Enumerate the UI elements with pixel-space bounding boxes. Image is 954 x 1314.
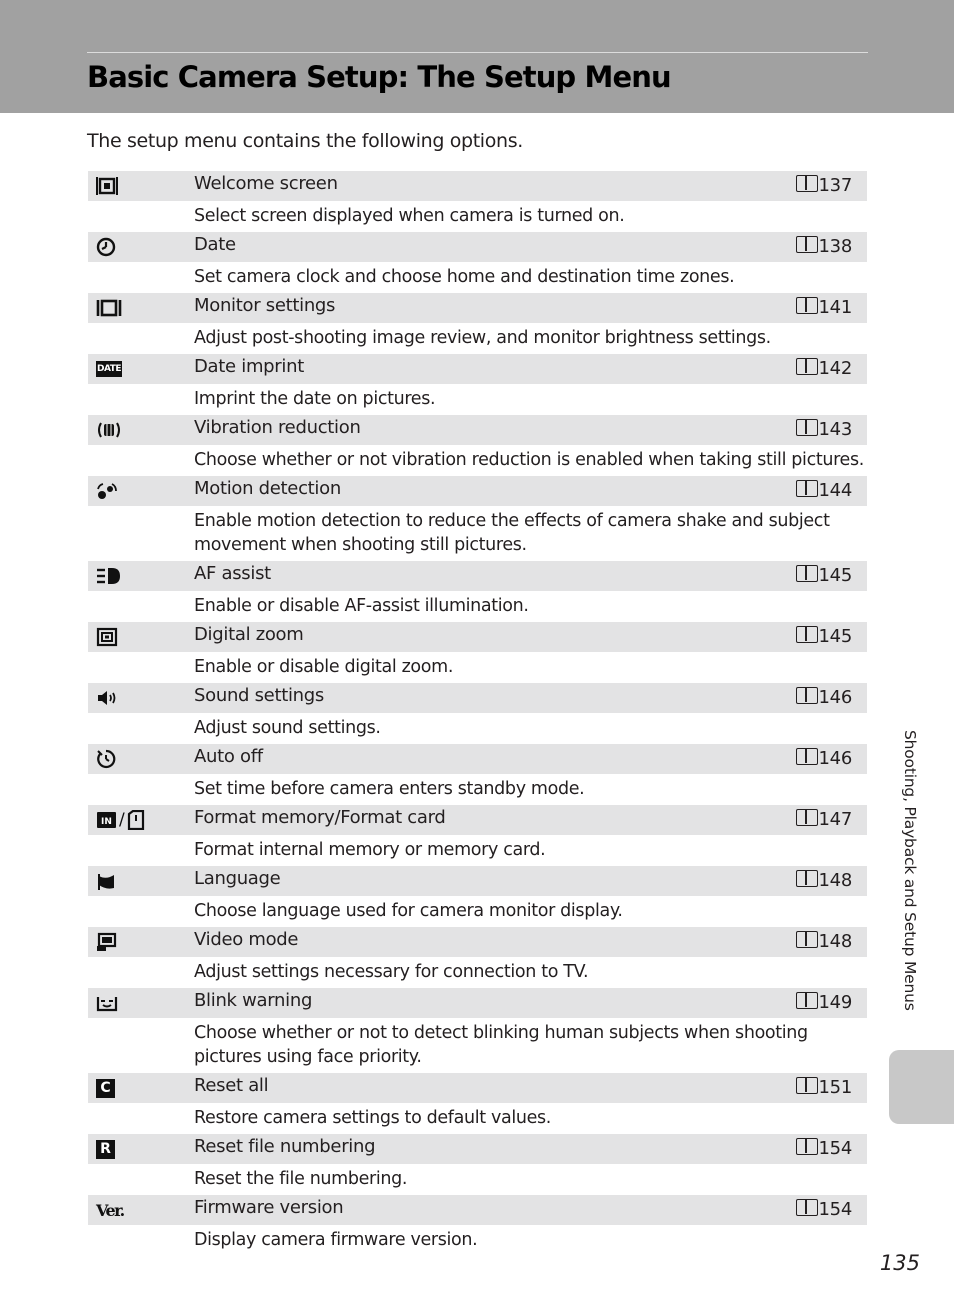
- menu-option: [88, 354, 867, 415]
- reset-file-numbering-icon: [96, 1138, 115, 1160]
- date-imprint-glyph: DATE: [96, 361, 122, 377]
- language-icon: [96, 870, 118, 892]
- option-name: Auto off: [194, 746, 263, 767]
- welcome-screen-icon: [96, 175, 118, 197]
- page-reference: [796, 747, 852, 771]
- memory-card-icon: [126, 810, 146, 830]
- option-description: Select screen displayed when camera is turned on.: [194, 206, 625, 226]
- menu-option: [88, 293, 867, 354]
- page-reference-number: 154: [818, 1199, 852, 1220]
- book-icon: [796, 870, 818, 887]
- menu-option: [88, 927, 867, 988]
- page-reference-number: 149: [818, 992, 852, 1013]
- clock-icon: [96, 236, 118, 258]
- menu-option: [88, 415, 867, 476]
- page-reference: [796, 418, 852, 442]
- page-reference: [796, 1137, 852, 1161]
- option-description: Set camera clock and choose home and destination time zones.: [194, 267, 735, 287]
- page-reference: [796, 869, 852, 893]
- page-reference: [796, 1076, 852, 1100]
- book-icon: [796, 992, 818, 1009]
- setup-menu-table: [88, 171, 867, 1256]
- page-reference: [796, 564, 852, 588]
- firmware-version-glyph: Ver.: [96, 1200, 124, 1220]
- firmware-version-icon: [96, 1199, 124, 1221]
- option-description: Set time before camera enters standby mode.: [194, 779, 585, 799]
- option-header: [88, 1195, 867, 1225]
- menu-option: [88, 171, 867, 232]
- page-number: 135: [879, 1251, 920, 1275]
- option-header: [88, 683, 867, 713]
- option-description: Enable or disable AF-assist illumination.: [194, 596, 529, 616]
- page-reference-number: 148: [818, 870, 852, 891]
- option-description: Enable motion detection to reduce the effects of camera shake and subject movement when shooting still pictures.: [194, 511, 830, 555]
- page-reference-number: 151: [818, 1077, 852, 1098]
- option-description: Choose whether or not vibration reduction is enabled when taking still pictures.: [194, 450, 864, 470]
- book-icon: [796, 175, 818, 192]
- option-name: AF assist: [194, 563, 271, 584]
- reset-all-icon: [96, 1077, 115, 1099]
- page-reference-number: 148: [818, 931, 852, 952]
- menu-option: [88, 1134, 867, 1195]
- book-icon: [796, 687, 818, 704]
- monitor-icon: [96, 297, 122, 319]
- page-reference-number: 143: [818, 419, 852, 440]
- page-reference-number: 154: [818, 1138, 852, 1159]
- page-reference-number: 145: [818, 565, 852, 586]
- option-name: Digital zoom: [194, 624, 304, 645]
- speaker-icon: [96, 687, 120, 709]
- option-name: Date imprint: [194, 356, 304, 377]
- menu-option: [88, 561, 867, 622]
- menu-option: [88, 476, 867, 561]
- page-reference-number: 146: [818, 687, 852, 708]
- option-description: Enable or disable digital zoom.: [194, 657, 454, 677]
- option-name: Reset all: [194, 1075, 269, 1096]
- menu-option: [88, 1195, 867, 1256]
- page-reference-number: 137: [818, 175, 852, 196]
- format-separator: /: [119, 810, 125, 830]
- option-header: [88, 354, 867, 384]
- option-name: Monitor settings: [194, 295, 336, 316]
- option-name: Welcome screen: [194, 173, 338, 194]
- menu-option: [88, 232, 867, 293]
- vibration-reduction-icon: [96, 419, 122, 441]
- book-icon: [796, 1199, 818, 1216]
- page-reference: [796, 479, 852, 503]
- reset-all-glyph: C: [96, 1079, 115, 1098]
- option-name: Format memory/Format card: [194, 807, 446, 828]
- menu-option: [88, 866, 867, 927]
- page-reference: [796, 991, 852, 1015]
- page-reference-number: 141: [818, 297, 852, 318]
- page-reference: [796, 296, 852, 320]
- svg-text:IN: IN: [101, 817, 112, 827]
- page-reference: [796, 930, 852, 954]
- option-description: Format internal memory or memory card.: [194, 840, 546, 860]
- option-name: Sound settings: [194, 685, 324, 706]
- header-rule: [87, 52, 868, 53]
- book-icon: [796, 236, 818, 253]
- page-reference-number: 142: [818, 358, 852, 379]
- book-icon: [796, 419, 818, 436]
- reset-file-numbering-glyph: R: [96, 1140, 115, 1159]
- option-description: Adjust sound settings.: [194, 718, 381, 738]
- page-reference: [796, 235, 852, 259]
- option-description: Adjust post-shooting image review, and monitor brightness settings.: [194, 328, 771, 348]
- menu-option: [88, 622, 867, 683]
- option-name: Firmware version: [194, 1197, 344, 1218]
- video-mode-icon: [96, 931, 118, 953]
- page-title: Basic Camera Setup: The Setup Menu: [87, 60, 671, 94]
- page-reference-number: 145: [818, 626, 852, 647]
- book-icon: [796, 1077, 818, 1094]
- option-header: [88, 866, 867, 896]
- menu-option: [88, 805, 867, 866]
- auto-off-icon: [96, 748, 118, 770]
- page-reference: [796, 808, 852, 832]
- page-reference-number: 144: [818, 480, 852, 501]
- page-reference: [796, 625, 852, 649]
- option-name: Vibration reduction: [194, 417, 361, 438]
- book-icon: [796, 748, 818, 765]
- option-description: Choose language used for camera monitor display.: [194, 901, 623, 921]
- option-header: [88, 561, 867, 591]
- menu-option: [88, 988, 867, 1073]
- option-description: Imprint the date on pictures.: [194, 389, 436, 409]
- section-thumb-tab: [889, 1050, 954, 1124]
- option-header: [88, 1073, 867, 1103]
- option-name: Date: [194, 234, 236, 255]
- option-description: Restore camera settings to default values.: [194, 1108, 552, 1128]
- option-name: Language: [194, 868, 281, 889]
- book-icon: [796, 1138, 818, 1155]
- page-reference-number: 138: [818, 236, 852, 257]
- book-icon: [796, 297, 818, 314]
- option-name: Blink warning: [194, 990, 313, 1011]
- option-header: [88, 293, 867, 323]
- option-description: Adjust settings necessary for connection to TV.: [194, 962, 589, 982]
- option-header: [88, 415, 867, 445]
- intro-text: The setup menu contains the following options.: [87, 130, 523, 152]
- header-band: [0, 0, 954, 113]
- option-header: [88, 927, 867, 957]
- option-header: [88, 476, 867, 506]
- book-icon: [796, 358, 818, 375]
- page-reference-number: 146: [818, 748, 852, 769]
- book-icon: [796, 480, 818, 497]
- motion-detection-icon: [96, 480, 120, 502]
- menu-option: [88, 744, 867, 805]
- book-icon: [796, 626, 818, 643]
- menu-option: [88, 683, 867, 744]
- option-name: Video mode: [194, 929, 299, 950]
- option-header: [88, 171, 867, 201]
- option-name: Reset file numbering: [194, 1136, 376, 1157]
- option-header: [88, 622, 867, 652]
- option-header: [88, 805, 867, 835]
- option-header: [88, 1134, 867, 1164]
- page-reference: [796, 174, 852, 198]
- section-side-label: Shooting, Playback and Setup Menus: [901, 730, 919, 1011]
- option-header: [88, 744, 867, 774]
- option-description: Reset the file numbering.: [194, 1169, 408, 1189]
- digital-zoom-icon: [96, 626, 118, 648]
- menu-option: [88, 1073, 867, 1134]
- option-description: Display camera firmware version.: [194, 1230, 478, 1250]
- page-reference: [796, 686, 852, 710]
- format-memory-icon: [96, 809, 146, 831]
- option-header: [88, 232, 867, 262]
- page-reference: [796, 357, 852, 381]
- blink-warning-icon: [96, 992, 118, 1014]
- book-icon: [796, 565, 818, 582]
- page-reference: [796, 1198, 852, 1222]
- option-header: [88, 988, 867, 1018]
- page-reference-number: 147: [818, 809, 852, 830]
- option-description: Choose whether or not to detect blinking human subjects when shooting pictures using face priority.: [194, 1023, 808, 1067]
- date-imprint-icon: [96, 358, 122, 380]
- book-icon: [796, 931, 818, 948]
- book-icon: [796, 809, 818, 826]
- option-name: Motion detection: [194, 478, 341, 499]
- af-assist-icon: [96, 565, 122, 587]
